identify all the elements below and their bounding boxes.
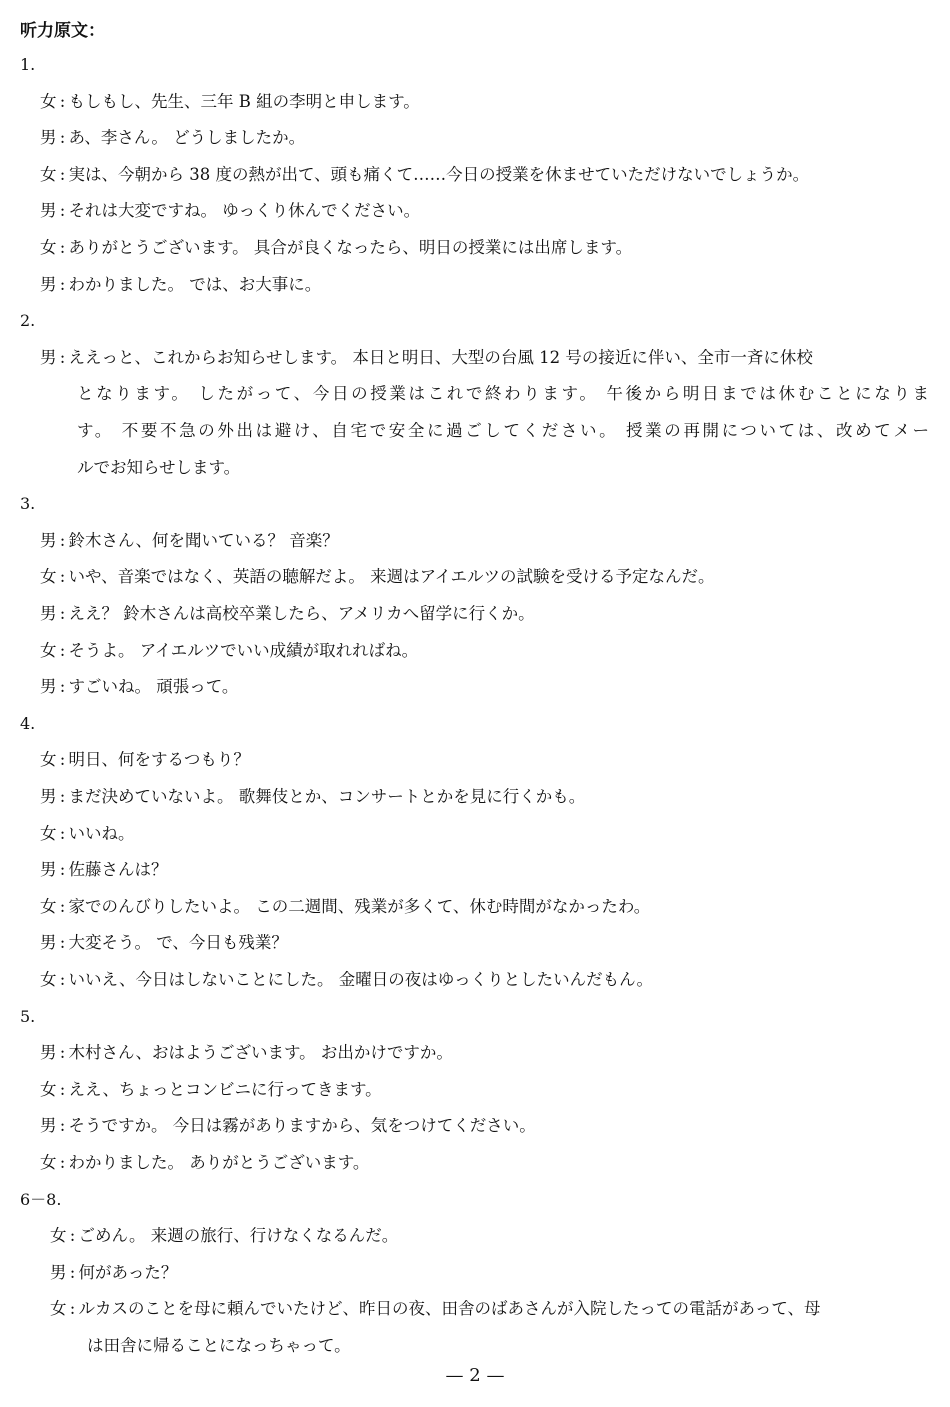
dialogue-text: わかりました。 ありがとうございます。 [68,1153,370,1172]
speaker-colon: : [59,201,66,221]
dialogue-continuation: す。 不要不急の外出は避け、自宅で安全に過ごしてください。 授業の再開については、改めてメー [77,421,929,440]
speaker-label: 女 [50,1299,67,1319]
dialogue-text: そうよ。 アイエルツでいい成績が取れればね。 [68,640,419,660]
speaker-label: 男 [50,1262,67,1282]
speaker-colon: : [59,640,66,660]
dialogue-line [40,784,585,810]
speaker-label: 男 [40,1043,57,1063]
speaker-colon: : [59,823,66,843]
section-number: 2. [20,311,36,331]
dialogue-line [40,89,420,115]
dialogue-text: いいえ、今日はしないことにした。 金曜日の夜はゆっくりとしたいんだもん。 [68,970,654,989]
dialogue-line [40,821,135,847]
speaker-label: 女 [40,1153,57,1172]
speaker-colon: : [69,1226,76,1246]
dialogue-text: 何があった？ [78,1262,178,1282]
dialogue-line [40,1040,453,1066]
speaker-colon: : [59,677,66,697]
speaker-colon: : [59,896,66,916]
speaker-label: 男 [40,347,57,367]
speaker-colon: : [59,1116,66,1136]
section-number: 5. [20,1006,36,1026]
dialogue-text: 佐藤さんは？ [68,860,168,880]
speaker-colon: : [59,1079,66,1099]
speaker-colon: : [59,787,66,806]
dialogue-line [40,272,321,298]
speaker-label: 男 [40,604,57,623]
dialogue-line [40,747,250,773]
speaker-colon: : [59,274,66,294]
dialogue-text: もしもし、先生、三年 B 組の李明と申します。 [68,91,420,111]
speaker-colon: : [59,347,66,367]
dialogue-text: まだ決めていないよ。 歌舞伎とか、コンサートとかを見に行くかも。 [68,787,586,806]
speaker-colon: : [59,970,66,989]
speaker-label: 女 [40,91,57,111]
dialogue-line [40,857,168,883]
speaker-label: 女 [40,567,57,587]
dialogue-line [40,967,653,993]
speaker-label: 男 [40,860,57,880]
dialogue-line [40,930,288,956]
section-number: 1. [20,55,36,74]
dialogue-line [50,1223,398,1249]
speaker-colon: : [59,1043,66,1063]
speaker-label: 男 [40,787,57,806]
dialogue-line [40,235,632,261]
dialogue-line [40,198,420,224]
dialogue-text: ええ？ 鈴木さんは高校卒業したら、アメリカへ留学に行くか。 [68,604,535,623]
dialogue-text: ルカスのことを母に頼んでいたけど、昨日の夜、田舎のばあさんが入院したっての電話があって、母 [78,1299,821,1319]
speaker-colon: : [59,238,66,257]
dialogue-text: 家でのんびりしたいよ。 この二週間、残業が多くて、休む時間がなかったわ。 [68,896,651,916]
dialogue-text: 鈴木さん、何を聞いている？ 音楽？ [68,530,339,550]
speaker-label: 男 [40,677,57,697]
speaker-label: 男 [40,274,57,294]
speaker-colon: : [59,128,66,148]
dialogue-text: そうですか。 今日は霧がありますから、気をつけてください。 [68,1116,536,1136]
speaker-colon: : [59,860,66,880]
speaker-colon: : [59,933,66,953]
page-heading: 听力原文： [20,21,105,41]
dialogue-text: いいね。 [68,823,135,843]
speaker-label: 男 [40,1116,57,1136]
dialogue-text: 大変そう。 で、今日も残業？ [68,933,288,953]
dialogue-continuation: は田舎に帰ることになっちゃって。 [87,1336,351,1355]
page-number: — 2 — [445,1365,505,1386]
dialogue-continuation: となります。 したがって、今日の授業はこれで終わります。 午後から明日までは休むことになりま [77,384,929,404]
dialogue-text: それは大変ですね。 ゆっくり休んでください。 [68,201,421,221]
dialogue-line [40,528,339,554]
dialogue-text: すごいね。 頑張って。 [68,677,239,697]
speaker-colon: : [59,164,66,184]
speaker-label: 男 [40,530,57,550]
section-number: 4. [20,713,36,733]
speaker-label: 女 [40,750,57,770]
dialogue-continuation: ルでお知らせします。 [77,457,241,477]
dialogue-line [50,1260,177,1286]
dialogue-line [40,1113,536,1139]
speaker-label: 男 [40,933,57,953]
speaker-colon: : [59,91,66,111]
speaker-label: 女 [40,1079,57,1099]
dialogue-line [40,894,650,920]
speaker-label: 女 [50,1226,67,1246]
speaker-label: 男 [40,128,57,148]
speaker-colon: : [59,750,66,770]
dialogue-line [40,638,418,664]
speaker-colon: : [59,530,66,550]
dialogue-text: ええっと、これからお知らせします。 本日と明日、大型の台風 12 号の接近に伴い、全市一斉に休校 [68,347,813,367]
dialogue-text: ごめん。 来週の旅行、行けなくなるんだ。 [78,1226,399,1246]
speaker-colon: : [59,1153,66,1172]
dialogue-line [40,1077,382,1103]
speaker-colon: : [69,1262,76,1282]
dialogue-line [50,1296,821,1322]
speaker-label: 男 [40,201,57,221]
dialogue-line [40,674,238,700]
speaker-label: 女 [40,896,57,916]
dialogue-line [40,345,813,371]
dialogue-text: 明日、何をするつもり？ [68,750,250,770]
section-number: 6－8. [20,1189,62,1209]
dialogue-text: 実は、今朝から 38 度の熱が出て、頭も痛くて……今日の授業を休ませていただけないでしょうか。 [68,164,810,184]
speaker-colon: : [59,567,66,587]
dialogue-line [40,1150,369,1176]
dialogue-text: ええ、ちょっとコンビニに行ってきます。 [68,1079,382,1099]
speaker-label: 女 [40,238,57,257]
dialogue-text: ありがとうございます。 具合が良くなったら、明日の授業には出席します。 [68,238,633,257]
dialogue-line [40,125,305,151]
dialogue-text: あ、李さん。 どうしましたか。 [68,128,306,148]
dialogue-line [40,564,714,590]
dialogue-line [40,601,535,627]
speaker-colon: : [69,1299,76,1319]
speaker-colon: : [59,604,66,623]
section-number: 3. [20,494,36,514]
dialogue-text: 木村さん、おはようございます。 お出かけですか。 [68,1043,453,1063]
speaker-label: 女 [40,823,57,843]
speaker-label: 女 [40,970,57,989]
dialogue-text: いや、音楽ではなく、英語の聴解だよ。 来週はアイエルツの試験を受ける予定なんだ。 [68,567,715,587]
speaker-label: 女 [40,640,57,660]
speaker-label: 女 [40,164,57,184]
dialogue-text: わかりました。 では、お大事に。 [68,274,322,294]
dialogue-line [40,162,809,188]
